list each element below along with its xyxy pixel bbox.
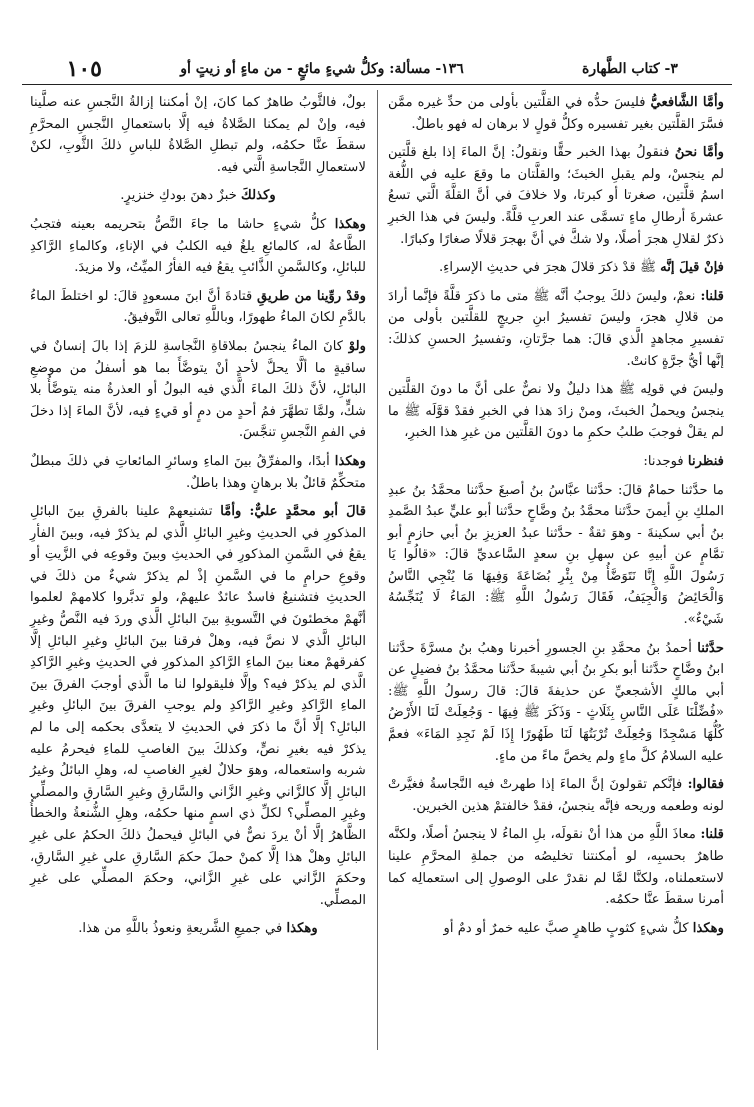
paragraph-lead: وأمَّا الشَّافعيُّ — [650, 95, 725, 110]
paragraph — [30, 286, 366, 329]
paragraph — [388, 774, 724, 817]
right-column — [388, 92, 724, 946]
paragraph — [388, 638, 724, 768]
paragraph-text: أحمدُ بنُ محمَّدِ بنِ الجسورِ أخبرنا وهبُ بنُ مسرَّةَ حدَّثنا ابنُ وضَّاحٍ حدَّثنا أبو بكرِ بنُ أبي شيبةَ حدَّثنا محمَّدُ بنُ فضيلٍ عن أبي مالكٍ الأشجعيِّ عن حذيفةَ قالَ: قالَ رسولُ اللَّهِ ﷺ: «فُضِّلْنَا عَلَى النَّاسِ بِثَلَاثٍ - وَذَكَرَ ﷺ فِيهَا - وَجُعِلَتْ لَنَا الأَرْضُ كُلُّهَا مَسْجِدًا وَجُعِلَتْ تُرْبَتُهَا لَنَا طَهُورًا إِذَا لَمْ نَجِدِ المَاءَ» فعمَّ عليه السلامُ كلَّ ماءٍ ولم يخصَّ ماءً من ماءٍ. — [388, 640, 724, 764]
page-header — [22, 56, 732, 82]
paragraph-text: فنقولُ بهذا الخبر حقًّا ونقولُ: إنَّ الماءَ إذا بلغ قلَّتين لم ينجسْ، ولم يقبلِ الخبثَ؛ والقلَّتان ما وقعَ عليه في اللُّغة اسمُ قلَّتين، صغرتا أو كبرتا، ولا خلافَ في أنَّ القلَّةَ الَّتي تسعُ عشرةَ أرطالِ ماءٍ تسمَّى عند العربِ قلَّةً. وليسَ في هذا الخبرِ ذكرٌ لقلالِ هجرَ أصلًا، ولا شكَّ في أنَّ بهجرَ قلالًا صغارًا وكبارًا. — [388, 145, 724, 247]
paragraph-text: أبدًا، والمفرِّقُ بينَ الماءِ وسائرِ المائعاتِ في ذلكَ مبطلٌ متحكِّمٌ قائلٌ بلا برهانٍ وهذا باطلٌ. — [30, 453, 366, 491]
paragraph-lead: فإنْ قيلَ إنَّه — [660, 260, 724, 276]
paragraph-lead: وهكذا — [334, 453, 366, 469]
paragraph-text: قتادةَ أنَّ ابنَ مسعودٍ قالَ: لو اختلطَ الماءُ بالدَّمِ لكانَ الماءُ طهورًا، وباللَّهِ تعالى التَّوفيقُ. — [30, 288, 366, 326]
paragraph — [388, 142, 724, 250]
column-divider — [377, 90, 378, 1050]
paragraph-text: نعمْ، وليسَ ذلكَ يوجبُ أنَّه ﷺ متى ما ذكرَ قلَّةً فإنَّما أرادَ من قلالِ هجرَ، وليسَ تفسيرُ ابنِ جريجٍ للقلَّتين بأولى من تفسيرِ مجاهدٍ الَّذي قالَ: هما جرَّتانِ، وتفسيرُ الحسنِ كذلكَ: إنَّها أيُّ جرَّةٍ كانتْ. — [388, 288, 724, 369]
paragraph — [388, 286, 724, 372]
paragraph-text: فوجدنا: — [643, 453, 688, 469]
paragraph — [30, 918, 366, 940]
paragraph-text: كلُّ شيءٍ حاشا ما جاءَ النَّصُّ بتحريمه بعينه فتجبُ الطَّاعةُ له، كالمائعِ يلغُ فيه الكلبُ في الإناءِ، وكالماءِ الرَّاكدِ للبائلِ، وكالسَّمنِ الذَّائبِ يقعُ فيه الفأرُ الميِّتُ، ولا مزيدَ. — [30, 216, 366, 276]
paragraph-lead: وهكذا — [334, 216, 366, 232]
paragraph-text: معاذَ اللَّهِ من هذا أنْ نقولَه، بلِ الماءُ لا ينجسُ أصلًا، ولكنَّه طاهرٌ بحسبِه، لو أمكنتنا تخليصُه من جملةِ المحرَّمِ علينا لاستعملناه، ولكنَّا لمَّا لم نقدرْ على الوصولِ إلى استعمالِه كما أمرنا سقطَ عنَّا حكمُه. — [388, 827, 724, 908]
paragraph-lead: قلنا: — [700, 288, 724, 304]
paragraph-lead: فنظرنا — [687, 453, 724, 469]
paragraph-lead: فقالوا: — [687, 777, 724, 793]
paragraph-lead: حدَّثنا — [697, 640, 724, 656]
paragraph-text: ما حدَّثنا حمامٌ قالَ: حدَّثنا عبَّاسُ بنُ أصبغَ حدَّثنا محمَّدُ بنُ عبدِ الملكِ بنِ أيمنَ حدَّثنا محمَّدُ بنُ وضَّاحٍ حدَّثنا أبو عليٍّ عبدُ الصَّمدِ بنُ أبي سكينةَ - وهوَ ثقةٌ - حدَّثنا عبدُ العزيزِ بنُ أبي حازمٍ أبو تمَّامٍ عن أبيهِ عن سهلِ بنِ سعدٍ السَّاعديِّ قالَ: «قالُوا يَا رَسُولَ اللَّهِ إِنَّا نَتَوَضَّأُ مِنْ بِئْرِ بُضَاعَةَ وَفِيهَا مَا يُنْجِي النَّاسُ وَالْحَائِضُ وَالْجِيَفُ، فَقَالَ رَسُولُ اللَّهِ ﷺ: المَاءُ لَا يُنَجِّسُهُ شَيْءٌ». — [388, 482, 724, 628]
left-column — [30, 92, 366, 947]
paragraph-text: وليسَ في قولِه ﷺ هذا دليلٌ ولا نصٌّ على أنَّ ما دونَ القلَّتين ينجسُ ويحملُ الخبثَ، ومنْ زادَ هذا في الخبرِ فقدْ قوَّلَه ﷺ ما لم يقلْ فوجبَ طلبُ حكمِ ما دونَ القلَّتين من غيرِ هذا الخبرِ، — [388, 382, 724, 441]
paragraph-text: كانَ الماءُ ينجسُ بملاقاةِ النَّجاسةِ للزمَ إذا بالَ إنسانٌ في ساقيةٍ ما ألَّا يحلَّ لأحدٍ أنْ يتوضَّأَ بما هو أسفلُ من موضعِ البائلِ، لأنَّ ذلكَ الماءَ الَّذي فيه البولُ أو العذرةُ منه يتوضَّأُ بلا شكٍّ، ولمَّا تطهَّرَ فمُ أحدٍ من دمٍ أو قيءٍ فيه، لأنَّ الماءَ إذا دخلَ في الفمِ النَّجسِ تنجَّسَ. — [30, 338, 366, 441]
paragraph-text: في جميعِ الشَّريعةِ ونعوذُ باللَّهِ من هذا. — [78, 921, 287, 937]
paragraph-text: خبزٌ دهنَ بودكِ خنزيرٍ. — [120, 188, 242, 204]
paragraph-lead: وهكذا — [286, 921, 318, 937]
paragraph-lead: قلنا: — [700, 827, 724, 843]
paragraph-text: فليسَ حدُّه في القلَّتين بأولى من حدِّ غيره ممَّن فسَّرَ القلَّتين بغير تفسيره وكلُّ قولٍ لا برهان له فهو باطلٌ. — [388, 95, 724, 132]
paragraph — [388, 824, 724, 910]
paragraph — [30, 185, 366, 207]
paragraph — [388, 379, 724, 444]
paragraph-text: تشنيعهمْ علينا بالفرقِ بينَ البائلِ المذكورِ في الحديثِ وغيرِ البائلِ الَّذي لم يذكرْ فيه، وبينَ الفأرِ يقعُ في السَّمنِ المذكورِ في الحديثِ وبينَ وقوعِه في الزَّيتِ أو وقوعِ حرامٍ ما في السَّمنِ إذْ لم يذكرْ شيءٌ من ذلكَ في الحديثِ فتشنيعٌ فاسدٌ عائدٌ عليهمْ، ولو تدبَّروا كلامهمْ لعلموا أنَّهمْ مخطئونَ في التَّسويةِ بينَ البائلِ الَّذي وردَ فيه النَّصُّ وغيرِ البائلِ الَّذي لا نصَّ فيه، وهلْ فرقنا بينَ البائلِ وغيرِ البائلِ إلَّا كفرقهمْ معنا بينَ الماءِ الرَّاكدِ المذكورِ في الحديثِ وغيرِ الرَّاكدِ الَّذي لم يذكرْ فيه؟ وإلَّا فليقولوا لنا ما الَّذي أوجبَ الفرقَ بينَ الماءِ الرَّاكدِ وغيرِ الرَّاكدِ ولم يوجبِ الفرقَ بينَ البائلِ وغيرِ البائلِ؟ إلَّا أنَّ ما ذكرَ في الحديثِ لا يتعدَّى بحكمه إلى ما لم يذكرْ فيه بغيرِ نصٍّ، وكذلكَ بينَ الغاصبِ للماءِ فيحرمُ عليه شربه واستعماله، وهوَ حلالٌ لغيرِ الغاصبِ له، وهلِ البائلُ وغيرُ البائلِ إلَّا كالزَّاني وغيرِ الزَّاني والسَّارقِ وغيرِ السَّارقِ والمصلِّي وغيرِ المصلِّي؟ لكلِّ ذي اسمٍ منها حكمُه، وهلِ الشُّنعةُ والخطأُ الظَّاهرُ إلَّا أنْ يردَ نصٌّ في البائلِ فيحملُ ذلكَ الحكمُ على غيرِ البائلِ وهلْ هذا إلَّا كمنْ حملَ حكمَ السَّارقِ على غيرِ السَّارقِ، وحكمَ الزَّاني على غيرِ الزَّاني، وحكمَ المصلِّي على غيرِ المصلِّي. — [30, 504, 366, 908]
book-title: ٣- كتاب الطَّهارة — [582, 61, 678, 77]
paragraph — [30, 92, 366, 178]
paragraph-lead: وكذلكَ — [241, 188, 276, 204]
paragraph — [30, 214, 366, 279]
paragraph — [30, 451, 366, 494]
paragraph-text: ﷺ قدْ ذكرَ قلالَ هجرَ في حديثِ الإسراءِ. — [438, 260, 661, 276]
paragraph — [388, 480, 724, 631]
paragraph-lead: ولوْ — [348, 338, 366, 354]
running-title: ١٣٦- مسألة: وكلُّ شيءٍ مائعٍ - من ماءٍ أو زيتٍ أو — [180, 61, 464, 77]
paragraph-text: فإنَّكم تقولونَ إنَّ الماءَ إذا طهرتْ فيه النَّجاسةُ فغيَّرتْ لونه وطعمه وريحه فإنَّه ينجسُ، فقدْ خالفتمْ هذين الخبرين. — [388, 777, 724, 814]
paragraph-lead: وهكذا — [692, 920, 724, 936]
page-number: ١٠٥ — [66, 56, 102, 82]
paragraph — [388, 451, 724, 473]
paragraph — [30, 501, 366, 911]
paragraph — [30, 336, 366, 444]
header-rule — [22, 84, 732, 85]
paragraph-lead: وقدْ روِّينا من طريقِ — [257, 288, 366, 304]
paragraph-text: كلُّ شيءٍ كثوبٍ طاهرٍ صبَّ عليه خمرٌ أو دمٌ أو — [443, 920, 693, 936]
paragraph-lead: قالَ أبو محمَّدٍ عليٌّ: وأمَّا — [220, 504, 367, 520]
paragraph-lead: وأمَّا نحنُ — [674, 145, 724, 161]
paragraph — [388, 918, 724, 940]
paragraph — [388, 92, 724, 135]
paragraph — [388, 257, 724, 279]
paragraph-text: بولٌ، فالثَّوبُ طاهرٌ كما كانَ، إنْ أمكننا إزالةُ النَّجسِ عنه صلَّينا فيه، وإنْ لم يمكنا الصَّلاةُ فيه إلَّا باستعمالِ النَّجسِ المحرَّمِ سقطَ عنَّا حكمُه، ولم تبطلِ الصَّلاةُ للباسِ ذلكَ الثَّوبِ، لكنْ لاستعمالِ النَّجاسةِ الَّتي فيه. — [30, 95, 366, 175]
